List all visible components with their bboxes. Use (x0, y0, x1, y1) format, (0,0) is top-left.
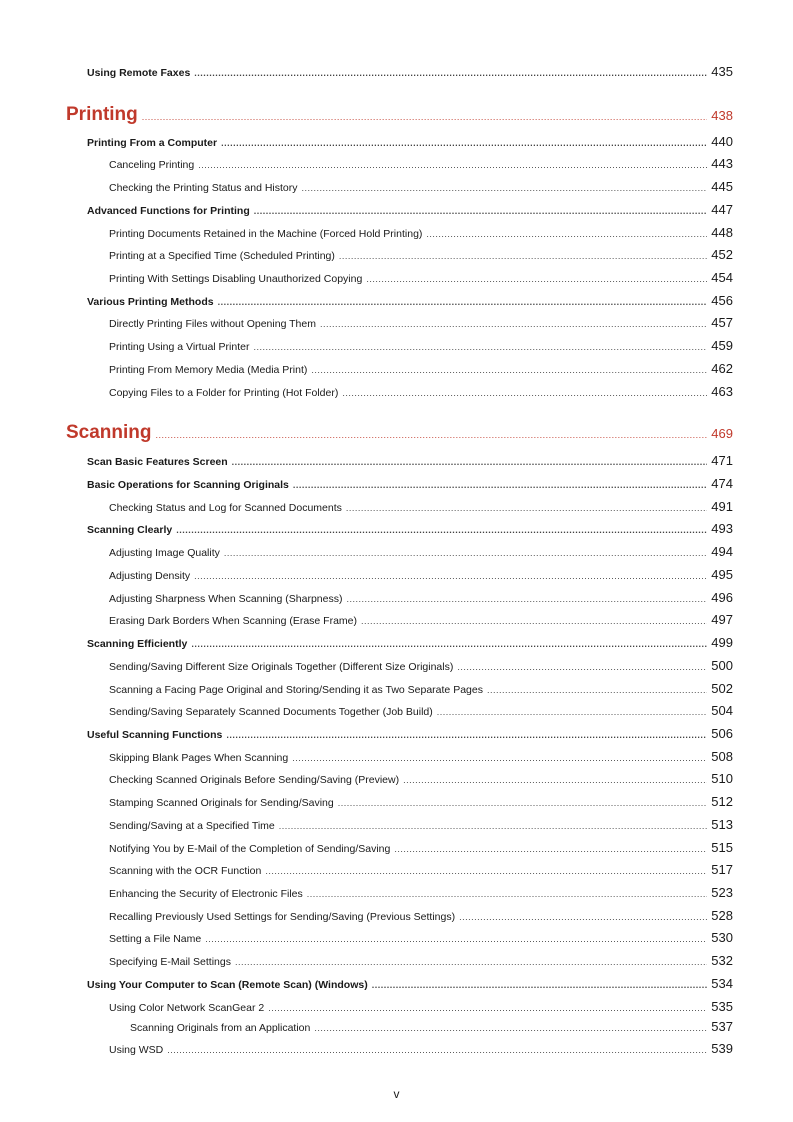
toc-entry-basic-operations[interactable] (87, 476, 733, 491)
toc-entry-page: 443 (711, 156, 733, 171)
dot-leader (342, 388, 707, 398)
toc-entry-title: Checking Status and Log for Scanned Documents (109, 502, 342, 514)
toc-entry-density[interactable] (109, 567, 733, 582)
toc-entry-page: 471 (711, 453, 733, 468)
toc-entry-title: Printing at a Specified Time (Scheduled Printing) (109, 250, 335, 262)
toc-entry-page: 495 (711, 567, 733, 582)
dot-leader (346, 594, 707, 604)
toc-entry-sharpness[interactable] (109, 590, 733, 605)
dot-leader (265, 866, 707, 876)
dot-leader (268, 1003, 707, 1013)
toc-entry-page: 534 (711, 976, 733, 991)
toc-entry-title: Canceling Printing (109, 159, 195, 171)
toc-entry-page: 517 (711, 862, 733, 877)
toc-entry-remote-scan[interactable] (87, 976, 733, 991)
toc-entry-title: Using Color Network ScanGear 2 (109, 1002, 265, 1014)
toc-entry-notifying[interactable] (109, 840, 733, 855)
toc-entry-page: 462 (711, 361, 733, 376)
chapter-page: 469 (711, 426, 733, 441)
toc-entry-page: 512 (711, 794, 733, 809)
dot-leader (459, 912, 707, 922)
toc-entry-page: 456 (711, 293, 733, 308)
toc-entry-page: 474 (711, 476, 733, 491)
toc-entry-different-size[interactable] (109, 658, 733, 673)
toc-entry-title: Scanning a Facing Page Original and Storing/Sending it as Two Separate Pages (109, 684, 483, 696)
chapter-title: Printing (66, 104, 138, 125)
dot-leader (194, 571, 707, 581)
dot-leader (292, 753, 707, 763)
toc-entry-page: 506 (711, 726, 733, 741)
dot-leader (346, 503, 707, 513)
toc-entry-page: 491 (711, 499, 733, 514)
toc-entry-title: Using Your Computer to Scan (Remote Scan) (Windows) (87, 979, 368, 991)
toc-entry-page: 500 (711, 658, 733, 673)
toc-entry-title: Erasing Dark Borders When Scanning (Erase Frame) (109, 615, 358, 627)
toc-entry-title: Printing From Memory Media (Media Print) (109, 364, 308, 376)
dot-leader (232, 457, 708, 467)
toc-entry-scan-basic-screen[interactable] (87, 453, 733, 468)
toc-entry-title: Copying Files to a Folder for Printing (Hot Folder) (109, 387, 339, 399)
dot-leader (279, 821, 708, 831)
toc-entry-scheduled-printing[interactable] (109, 247, 733, 262)
toc-entry-page: 497 (711, 612, 733, 627)
toc-entry-file-name[interactable] (109, 930, 733, 945)
dot-leader (394, 844, 707, 854)
toc-entry-skip-blank[interactable] (109, 749, 733, 764)
toc-entry-title: Checking the Printing Status and History (109, 182, 298, 194)
dot-leader (457, 662, 707, 672)
toc-entry-title: Scanning Efficiently (87, 638, 188, 650)
toc-entry-page: 532 (711, 953, 733, 968)
toc-entry-page: 539 (711, 1041, 733, 1056)
dot-leader (253, 342, 707, 352)
toc-entry-title: Sending/Saving at a Specified Time (109, 820, 275, 832)
toc-entry-erase-frame[interactable] (109, 612, 733, 627)
toc-entry-page: 535 (711, 999, 733, 1014)
toc-entry-page: 494 (711, 544, 733, 559)
dot-leader (221, 138, 707, 148)
toc-entry-page: 448 (711, 225, 733, 240)
dot-leader (191, 639, 707, 649)
toc-entry-scangear[interactable] (109, 999, 733, 1014)
toc-entry-page: 513 (711, 817, 733, 832)
toc-entry-title: Using Remote Faxes (87, 67, 191, 79)
toc-entry-title: Sending/Saving Different Size Originals Together (Different Size Originals) (109, 661, 454, 673)
toc-entry-useful-functions[interactable] (87, 726, 733, 741)
toc-entry-title: Specifying E-Mail Settings (109, 956, 231, 968)
toc-entry-page: 457 (711, 315, 733, 330)
toc-entry-page: 445 (711, 179, 733, 194)
dot-leader (235, 957, 707, 967)
toc-entry-forced-hold[interactable] (109, 225, 733, 240)
toc-chapter-scanning[interactable] (66, 422, 733, 444)
dot-leader (361, 616, 707, 626)
toc-entry-virtual-printer[interactable] (109, 338, 733, 353)
toc-entry-hot-folder[interactable] (109, 384, 733, 399)
toc-entry-title: Basic Operations for Scanning Originals (87, 479, 289, 491)
dot-leader (194, 68, 707, 78)
toc-entry-title: Scanning Clearly (87, 524, 173, 536)
chapter-title: Scanning (66, 422, 152, 443)
toc-entry-canceling-printing[interactable] (109, 156, 733, 171)
dot-leader (218, 297, 708, 307)
dot-leader (314, 1023, 707, 1033)
toc-entry-media-print[interactable] (109, 361, 733, 376)
toc-entry-title: Printing Documents Retained in the Machine (Forced Hold Printing) (109, 228, 423, 240)
toc-entry-page: 523 (711, 885, 733, 900)
toc-entry-title: Printing Using a Virtual Printer (109, 341, 250, 353)
toc-entry-title: Adjusting Sharpness When Scanning (Sharpness) (109, 593, 343, 605)
toc-entry-title: Recalling Previously Used Settings for Sending/Saving (Previous Settings) (109, 911, 456, 923)
toc-entry-page: 454 (711, 270, 733, 285)
toc-entry-image-quality[interactable] (109, 544, 733, 559)
toc-entry-page: 435 (711, 64, 733, 79)
toc-entry-title: Checking Scanned Originals Before Sending/Saving (Preview) (109, 774, 400, 786)
page-number: v (393, 1087, 400, 1101)
toc-entry-page: 510 (711, 771, 733, 786)
toc-entry-title: Printing From a Computer (87, 137, 218, 149)
dot-leader (339, 251, 707, 261)
dot-leader (254, 206, 708, 216)
toc-entry-title: Skipping Blank Pages When Scanning (109, 752, 289, 764)
dot-leader (338, 798, 708, 808)
dot-leader (311, 365, 707, 375)
toc-entry-facing-page[interactable] (109, 681, 733, 696)
toc-entry-checking-status[interactable] (109, 179, 733, 194)
toc-entry-direct-printing[interactable] (109, 315, 733, 330)
dot-leader (403, 775, 707, 785)
toc-entry-page: 530 (711, 930, 733, 945)
dot-leader (302, 183, 708, 193)
chapter-page: 438 (711, 108, 733, 123)
dot-leader (176, 525, 707, 535)
toc-entry-title: Various Printing Methods (87, 296, 214, 308)
toc-entry-printing-from-computer[interactable] (87, 134, 733, 149)
toc-entry-wsd[interactable] (109, 1041, 733, 1056)
toc-entry-email-settings[interactable] (109, 953, 733, 968)
toc-entry-using-remote-faxes[interactable] (87, 64, 733, 79)
dot-leader (437, 707, 708, 717)
toc-entry-specified-time[interactable] (109, 817, 733, 832)
toc-entry-page: 463 (711, 384, 733, 399)
toc-entry-page: 459 (711, 338, 733, 353)
dot-leader (167, 1045, 707, 1055)
toc-entry-title: Directly Printing Files without Opening Them (109, 318, 316, 330)
toc-entry-from-application[interactable] (130, 1019, 733, 1034)
toc-entry-title: Stamping Scanned Originals for Sending/Saving (109, 797, 334, 809)
toc-entry-title: Adjusting Image Quality (109, 547, 220, 559)
toc-entry-ocr[interactable] (109, 862, 733, 877)
toc-entry-title: Useful Scanning Functions (87, 729, 223, 741)
toc-entry-job-build[interactable] (109, 703, 733, 718)
toc-entry-security[interactable] (109, 885, 733, 900)
toc-entry-page: 452 (711, 247, 733, 262)
dot-leader (487, 685, 707, 695)
toc-entry-title: Printing With Settings Disabling Unauthorized Copying (109, 273, 363, 285)
toc-entry-page: 528 (711, 908, 733, 923)
toc-entry-advanced-functions[interactable] (87, 202, 733, 217)
toc-entry-title: Using WSD (109, 1044, 164, 1056)
toc-entry-title: Advanced Functions for Printing (87, 205, 250, 217)
dot-leader (224, 548, 707, 558)
toc-entry-status-log[interactable] (109, 499, 733, 514)
toc-entry-title: Scan Basic Features Screen (87, 456, 228, 468)
toc-entry-page: 493 (711, 521, 733, 536)
toc-entry-page: 447 (711, 202, 733, 217)
toc-entry-page: 440 (711, 134, 733, 149)
dot-leader (198, 160, 707, 170)
toc-entry-page: 496 (711, 590, 733, 605)
toc-entry-title: Notifying You by E-Mail of the Completion of Sending/Saving (109, 843, 391, 855)
toc-entry-page: 508 (711, 749, 733, 764)
toc-entry-previous-settings[interactable] (109, 908, 733, 923)
dot-leader (226, 730, 707, 740)
toc-chapter-printing[interactable] (66, 104, 733, 126)
toc-entry-title: Adjusting Density (109, 570, 191, 582)
toc-entry-various-methods[interactable] (87, 293, 733, 308)
dot-leader (320, 319, 707, 329)
toc-entry-title: Scanning Originals from an Application (130, 1022, 311, 1034)
toc-entry-page: 515 (711, 840, 733, 855)
dot-leader (142, 112, 708, 122)
toc-entry-title: Setting a File Name (109, 933, 202, 945)
dot-leader (372, 980, 708, 990)
dot-leader (293, 480, 707, 490)
toc-entry-page: 537 (711, 1019, 733, 1034)
toc-entry-title: Scanning with the OCR Function (109, 865, 262, 877)
toc-entry-disabling-copying[interactable] (109, 270, 733, 285)
dot-leader (205, 934, 707, 944)
dot-leader (426, 229, 707, 239)
toc-entry-scanning-clearly[interactable] (87, 521, 733, 536)
toc-entry-page: 504 (711, 703, 733, 718)
toc-entry-page: 499 (711, 635, 733, 650)
dot-leader (156, 430, 708, 440)
toc-entry-stamping[interactable] (109, 794, 733, 809)
toc-entry-title: Sending/Saving Separately Scanned Documents Together (Job Build) (109, 706, 433, 718)
toc-entry-preview[interactable] (109, 771, 733, 786)
dot-leader (307, 889, 708, 899)
toc-entry-title: Enhancing the Security of Electronic Files (109, 888, 303, 900)
dot-leader (366, 274, 707, 284)
toc-entry-scanning-efficiently[interactable] (87, 635, 733, 650)
toc-entry-page: 502 (711, 681, 733, 696)
